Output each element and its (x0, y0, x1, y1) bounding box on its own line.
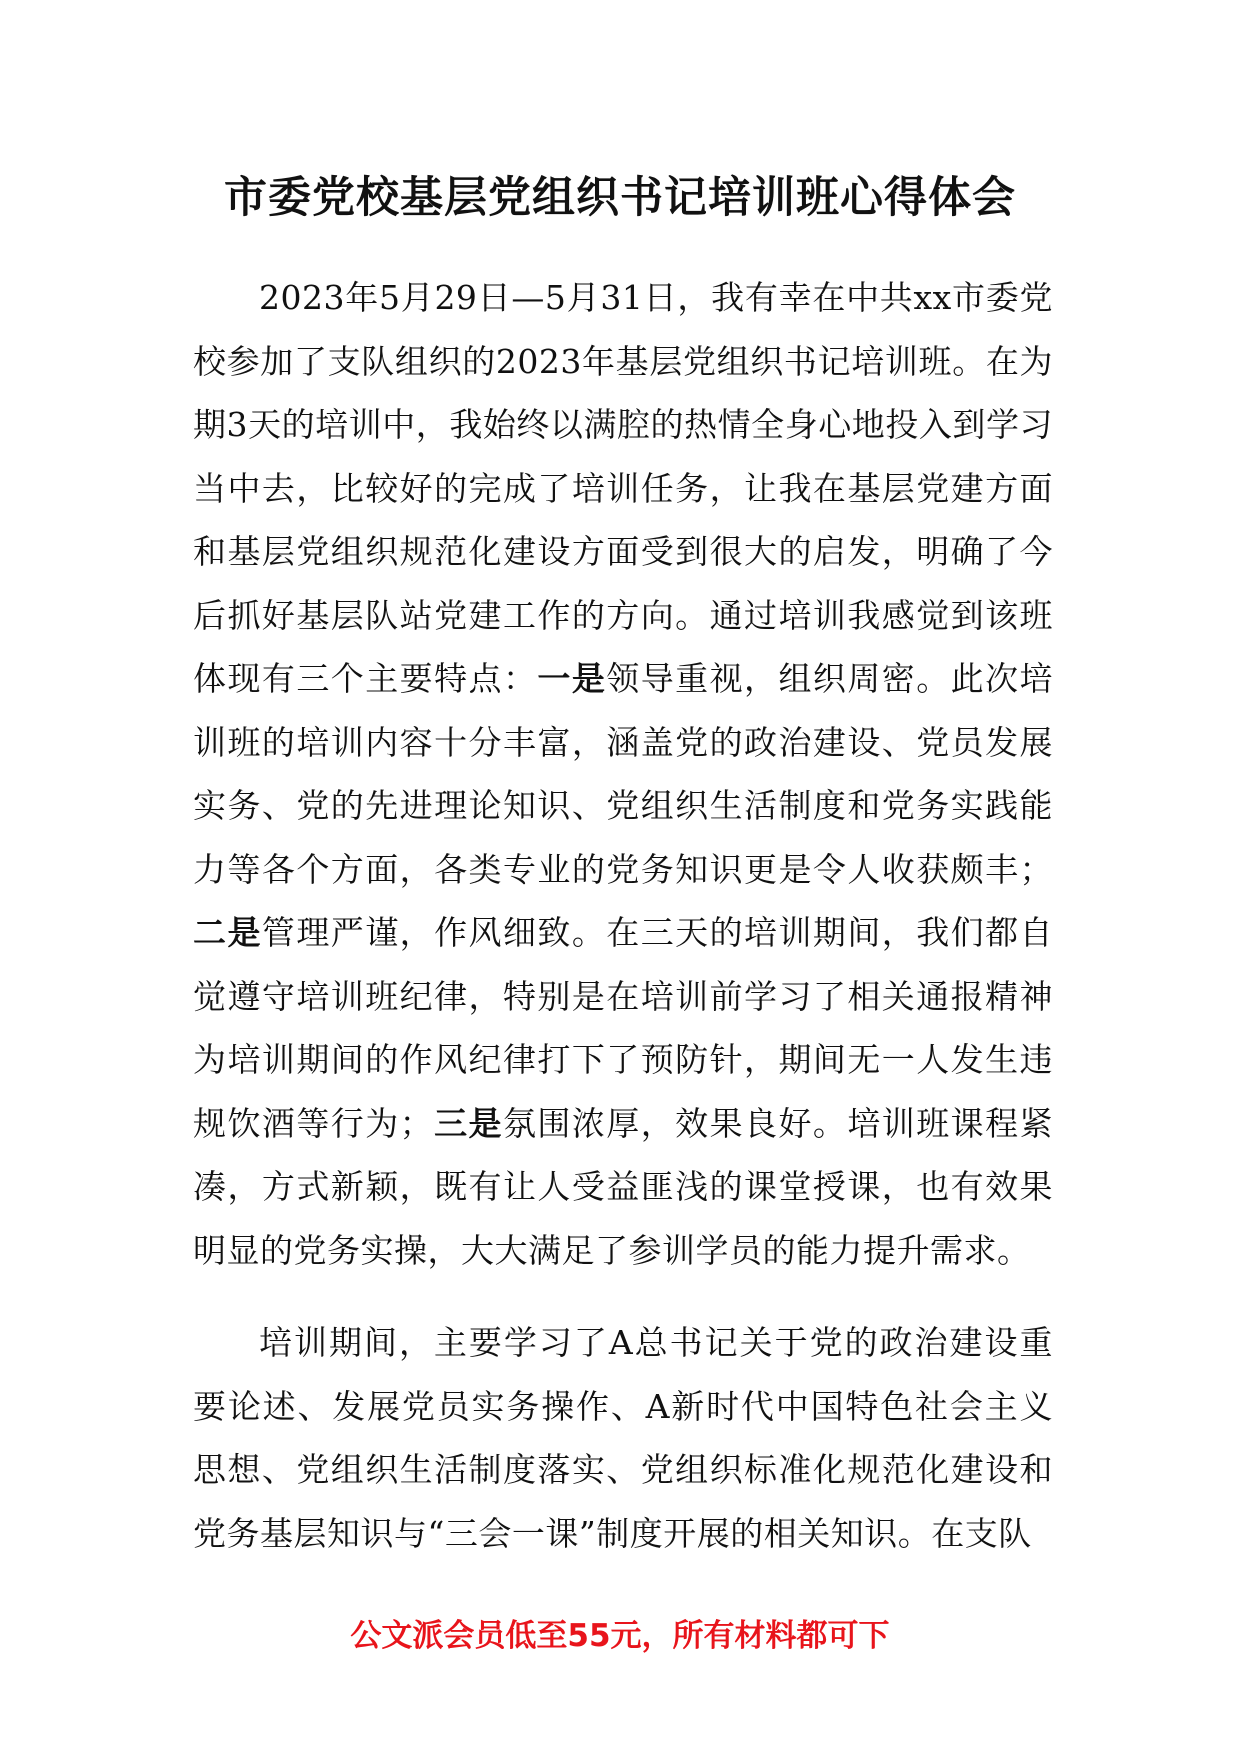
paragraph-1-text-2: 领导重视，组织周密。此次培训班的培训内容十分丰富，涵盖党的政治建设、党员发展实务、党的先进理论知识、党组织生活制度和党务实践能力等各个方面，各类专业的党务知识更是令人收获颇丰； (193, 659, 1053, 889)
promo-banner: 公文派会员低至55元，所有材料都可下 (350, 1618, 890, 1654)
point-three-label: 三是 (433, 1103, 503, 1143)
document-body (193, 266, 1053, 1565)
point-two-label: 二是 (193, 913, 262, 952)
point-one-label: 一是 (537, 659, 607, 698)
paragraph-1 (193, 266, 1053, 1282)
paragraph-1-text-4: 氛围浓厚，效果良好。培训班课程紧凑，方式新颖，既有让人受益匪浅的课堂授课，也有效果明显的党务实操，大大满足了参训学员的能力提升需求。 (193, 1103, 1053, 1270)
document-title: 市委党校基层党组织书记培训班心得体会 (224, 173, 1016, 223)
paragraph-1-text-3: 管理严谨，作风细致。在三天的培训期间，我们都自觉遵守培训班纪律，特别是在培训前学习了相关通报精神为培训期间的作风纪律打下了预防针，期间无一人发生违规饮酒等行为； (193, 913, 1053, 1143)
paragraph-1-text-1: 2023年5月29日—5月31日，我有幸在中共xx市委党校参加了支队组织的2023年基层党组织书记培训班。在为期3天的培训中，我始终以满腔的热情全身心地投入到学习当中去，比较好的完成了培训任务，让我在基层党建方面和基层党组织规范化建设方面受到很大的启发，明确了今后抓好基层队站党建工作的方向。通过培训我感觉到该班体现有三个主要特点： (193, 278, 1053, 698)
paragraph-2: 培训期间，主要学习了A总书记关于党的政治建设重要论述、发展党员实务操作、A新时代中国特色社会主义思想、党组织生活制度落实、党组织标准化规范化建设和党务基层知识与“三会一课”制度开展的相关知识。在支队 (193, 1323, 1053, 1553)
